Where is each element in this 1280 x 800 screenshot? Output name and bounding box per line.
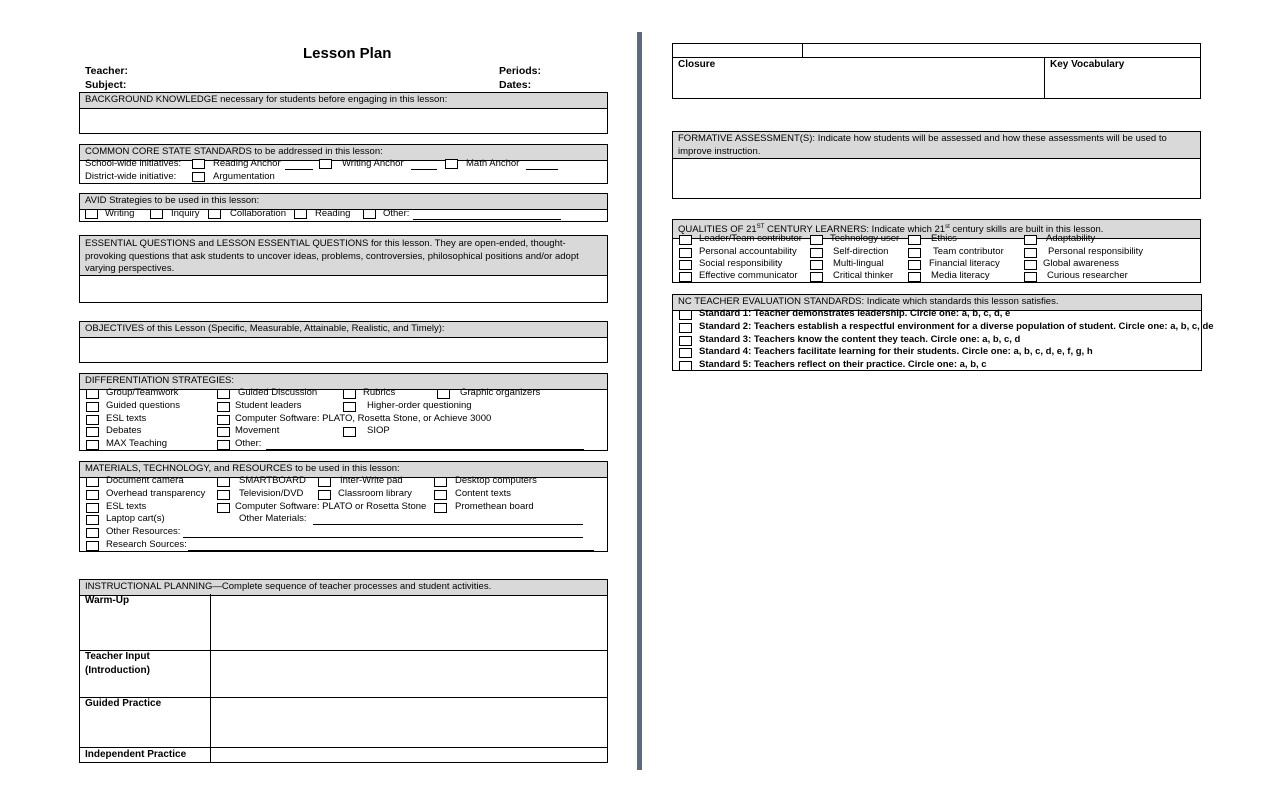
nc-standards-section — [672, 294, 1214, 371]
guided-practice-field[interactable] — [211, 698, 607, 747]
teacher-input-field[interactable] — [211, 651, 607, 697]
q21-item: Self-direction — [833, 246, 889, 257]
warm-up-label: Warm-Up — [85, 595, 130, 606]
q21-checkbox[interactable] — [1024, 272, 1037, 282]
q21-item: Financial literacy — [929, 258, 1000, 269]
instructional-heading: INSTRUCTIONAL PLANNING—Complete sequence of teacher processes and student activities. — [80, 580, 607, 596]
q21-item: Leader/Team contributor — [699, 233, 802, 244]
background-section — [79, 92, 608, 134]
independent-practice-field[interactable] — [211, 748, 607, 762]
school-wide-checkbox[interactable] — [192, 159, 205, 169]
diff-checkbox[interactable] — [86, 402, 99, 412]
objectives-field[interactable] — [80, 336, 607, 362]
mat-checkbox[interactable] — [86, 503, 99, 513]
mat-item: Overhead transparency — [106, 488, 206, 499]
q21-item: Adaptability — [1046, 233, 1096, 244]
formative-heading-line2: improve instruction. — [678, 145, 761, 157]
math-anchor-blank[interactable] — [526, 160, 558, 170]
differentiation-section — [79, 373, 608, 451]
avid-other-label: Other: — [383, 208, 410, 219]
mat-checkbox[interactable] — [434, 503, 447, 513]
diff-checkbox[interactable] — [217, 402, 230, 412]
standard-item: Standard 4: Teachers facilitate learning for their students. Circle one: a, b, c, d, e, f, g, h — [699, 346, 1093, 357]
diff-item: Guided Discussion — [238, 387, 318, 398]
diff-checkbox[interactable] — [437, 389, 450, 399]
formative-section — [672, 131, 1201, 199]
mat-checkbox[interactable] — [86, 515, 99, 525]
q21-b: CENTURY LEARNERS: Indicate which 21 — [764, 224, 946, 236]
ccss-heading: COMMON CORE STATE STANDARDS to be addressed in this lesson: — [80, 145, 607, 161]
mat-item: ESL texts — [106, 501, 147, 512]
q21-sup1: ST — [756, 224, 765, 230]
essential-heading: ESSENTIAL QUESTIONS and LESSON ESSENTIAL QUESTIONS for this lesson. They are open-ended, thought-provoking questions that ask students to uncover ideas, problems, controversies, philosophical positions and/or adopt varying perspectives. — [80, 236, 607, 276]
diff-item: Higher-order questioning — [367, 400, 472, 411]
essential-section — [79, 235, 608, 303]
q21-item: Technology user — [830, 233, 900, 244]
diff-checkbox[interactable] — [343, 389, 356, 399]
mat-checkbox[interactable] — [217, 477, 230, 487]
diff-item: Other: — [235, 438, 262, 449]
mat-item: Laptop cart(s) — [106, 513, 165, 524]
diff-item: Computer Software: PLATO, Rosetta Stone, or Achieve 3000 — [235, 413, 492, 424]
diff-item: Debates — [106, 425, 142, 436]
other-materials-label: Other Materials: — [239, 513, 307, 524]
standard-item: Standard 2: Teachers establish a respectful environment for a diverse population of student. Circle one: a, b, c, de — [699, 321, 1214, 332]
teacher-input-label: Teacher Input — [85, 651, 150, 662]
q21-item: Team contributor — [933, 246, 1004, 257]
other-resources-label: Other Resources: — [106, 526, 181, 537]
mat-item: Inter-Write pad — [340, 475, 403, 486]
q21-checkbox[interactable] — [679, 260, 692, 270]
independent-practice-label: Independent Practice — [85, 749, 187, 760]
avid-reading-checkbox[interactable] — [294, 209, 307, 219]
top-table-divider — [802, 44, 803, 57]
key-vocabulary-label: Key Vocabulary — [1050, 59, 1125, 70]
q21-item: Global awareness — [1043, 258, 1120, 269]
mat-item: Classroom library — [338, 488, 412, 499]
instructional-section — [79, 579, 608, 763]
avid-writing-label: Writing — [105, 208, 135, 219]
background-field[interactable] — [80, 107, 607, 133]
essential-field[interactable] — [80, 276, 607, 302]
diff-checkbox[interactable] — [343, 402, 356, 412]
page-divider — [637, 32, 642, 770]
q21-item: Personal accountability — [699, 246, 797, 257]
research-sources-label: Research Sources: — [106, 539, 187, 550]
avid-inquiry-label: Inquiry — [171, 208, 200, 219]
dates-label: Dates: — [499, 79, 532, 91]
avid-other-checkbox[interactable] — [363, 209, 376, 219]
diff-other-blank[interactable] — [266, 440, 584, 450]
q21-checkbox[interactable] — [908, 260, 921, 270]
avid-other-blank[interactable] — [413, 210, 561, 220]
avid-inquiry-checkbox[interactable] — [150, 209, 163, 219]
q21-checkbox[interactable] — [679, 272, 692, 282]
q21-item: Curious researcher — [1047, 270, 1128, 281]
mat-checkbox[interactable] — [434, 490, 447, 500]
mat-item: Desktop computers — [455, 475, 537, 486]
diff-checkbox[interactable] — [217, 427, 230, 437]
standard-item: Standard 1: Teacher demonstrates leadership. Circle one: a, b, c, d, e — [699, 308, 1011, 319]
q21-checkbox[interactable] — [810, 248, 823, 258]
mat-item: Promethean board — [455, 501, 534, 512]
top-table — [672, 43, 1201, 99]
mat-checkbox[interactable] — [86, 528, 99, 538]
diff-item: Rubrics — [363, 387, 396, 398]
q21-sup2: st — [945, 224, 950, 230]
mat-item: Document camera — [106, 475, 184, 486]
argumentation-label: Argumentation — [213, 171, 275, 182]
nc-standards-heading: NC TEACHER EVALUATION STANDARDS: Indicate which standards this lesson satisfies. — [673, 295, 1201, 311]
standard-checkbox[interactable] — [679, 310, 692, 320]
mat-checkbox[interactable] — [318, 490, 331, 500]
ccss-section — [79, 144, 608, 184]
avid-section — [79, 193, 608, 222]
reading-anchor-checkbox[interactable] — [319, 159, 332, 169]
standard-checkbox[interactable] — [679, 323, 692, 333]
q21-checkbox[interactable] — [810, 235, 823, 245]
avid-heading: AVID Strategies to be used in this lesson: — [80, 194, 607, 210]
q21-item: Social responsibility — [699, 258, 783, 269]
teacher-label: Teacher: — [85, 65, 128, 77]
diff-item: Group/Teamwork — [106, 387, 179, 398]
standard-item: Standard 3: Teachers know the content they teach. Circle one: a, b, c, d — [699, 334, 1021, 345]
materials-heading: MATERIALS, TECHNOLOGY, and RESOURCES to be used in this lesson: — [80, 462, 607, 478]
page-title: Lesson Plan — [303, 45, 392, 62]
reading-anchor-blank[interactable] — [285, 160, 313, 170]
diff-item: Student leaders — [235, 400, 302, 411]
standard-checkbox[interactable] — [679, 348, 692, 358]
formative-heading-line1: FORMATIVE ASSESSMENT(S): Indicate how students will be assessed and how these assessments will be used to — [678, 133, 1167, 144]
q21-item: Multi-lingual — [833, 258, 884, 269]
teacher-input-sublabel: (Introduction) — [85, 665, 150, 676]
mat-checkbox[interactable] — [86, 477, 99, 487]
writing-anchor-label: Writing Anchor — [342, 158, 404, 169]
mat-item: Content texts — [455, 488, 511, 499]
diff-item: SIOP — [367, 425, 390, 436]
writing-anchor-checkbox[interactable] — [445, 159, 458, 169]
diff-item: Guided questions — [106, 400, 180, 411]
district-wide-label: District-wide initiative: — [85, 171, 177, 182]
avid-collaboration-label: Collaboration — [230, 208, 286, 219]
key-vocabulary-field[interactable] — [1045, 58, 1200, 98]
diff-checkbox[interactable] — [217, 440, 230, 450]
mat-checkbox[interactable] — [318, 477, 331, 487]
formative-heading — [673, 132, 1200, 159]
diff-checkbox[interactable] — [217, 415, 230, 425]
closure-field[interactable] — [673, 58, 1044, 98]
standard-checkbox[interactable] — [679, 361, 692, 371]
mat-checkbox[interactable] — [217, 490, 230, 500]
mat-checkbox[interactable] — [86, 541, 99, 551]
diff-checkbox[interactable] — [86, 415, 99, 425]
periods-label: Periods: — [499, 65, 542, 77]
q21-item: Personal responsibility — [1048, 246, 1144, 257]
q21-checkbox[interactable] — [908, 235, 921, 245]
q21-item: Effective communicator — [699, 270, 798, 281]
subject-label: Subject: — [85, 79, 127, 91]
writing-anchor-blank[interactable] — [411, 160, 437, 170]
avid-writing-checkbox[interactable] — [85, 209, 98, 219]
mat-item: Television/DVD — [239, 488, 304, 499]
math-anchor-label: Math Anchor — [466, 158, 520, 169]
school-wide-label: School-wide initiatives: — [85, 158, 182, 169]
mat-item: SMARTBOARD — [239, 475, 306, 486]
reading-anchor-label: Reading Anchor — [213, 158, 281, 169]
diff-item: Movement — [235, 425, 280, 436]
diff-item: MAX Teaching — [106, 438, 168, 449]
diff-checkbox[interactable] — [86, 427, 99, 437]
q21-checkbox[interactable] — [679, 248, 692, 258]
avid-reading-label: Reading — [315, 208, 351, 219]
q21-a: QUALITIES OF 21 — [678, 224, 757, 236]
diff-item: ESL texts — [106, 413, 147, 424]
formative-field[interactable] — [673, 159, 1200, 198]
q21-checkbox[interactable] — [1024, 260, 1037, 270]
diff-checkbox[interactable] — [343, 427, 356, 437]
q21-item: Media literacy — [931, 270, 990, 281]
q21-checkbox[interactable] — [908, 248, 921, 258]
background-heading: BACKGROUND KNOWLEDGE necessary for students before engaging in this lesson: — [80, 93, 607, 109]
standard-item: Standard 5: Teachers reflect on their practice. Circle one: a, b, c — [699, 359, 987, 370]
q21-item: Critical thinker — [833, 270, 894, 281]
objectives-section — [79, 321, 608, 363]
q21-checkbox[interactable] — [908, 272, 921, 282]
q21-checkbox[interactable] — [810, 272, 823, 282]
mat-checkbox[interactable] — [217, 503, 230, 513]
differentiation-heading: DIFFERENTIATION STRATEGIES: — [80, 374, 607, 390]
other-resources-blank[interactable] — [183, 528, 583, 538]
q21-checkbox[interactable] — [679, 235, 692, 245]
q21-c: century skills are built in this lesson. — [949, 224, 1104, 236]
diff-checkbox[interactable] — [86, 389, 99, 399]
standard-checkbox[interactable] — [679, 336, 692, 346]
diff-item: Graphic organizers — [460, 387, 541, 398]
research-sources-blank[interactable] — [188, 541, 594, 551]
district-wide-checkbox[interactable] — [192, 172, 205, 182]
closure-label: Closure — [678, 59, 716, 70]
diff-checkbox[interactable] — [86, 440, 99, 450]
warm-up-field[interactable] — [211, 595, 607, 650]
avid-collaboration-checkbox[interactable] — [208, 209, 221, 219]
q21-checkbox[interactable] — [1024, 235, 1037, 245]
q21-checkbox[interactable] — [1024, 248, 1037, 258]
diff-checkbox[interactable] — [217, 389, 230, 399]
mat-item: Computer Software: PLATO or Rosetta Stone — [235, 501, 427, 512]
guided-practice-label: Guided Practice — [85, 698, 162, 709]
q21-checkbox[interactable] — [810, 260, 823, 270]
qualities-section — [672, 219, 1201, 283]
q21-item: Ethics — [931, 233, 957, 244]
mat-checkbox[interactable] — [434, 477, 447, 487]
mat-checkbox[interactable] — [86, 490, 99, 500]
materials-section — [79, 461, 608, 552]
objectives-heading: OBJECTIVES of this Lesson (Specific, Measurable, Attainable, Realistic, and Timely): — [80, 322, 607, 338]
other-materials-blank[interactable] — [313, 515, 583, 525]
